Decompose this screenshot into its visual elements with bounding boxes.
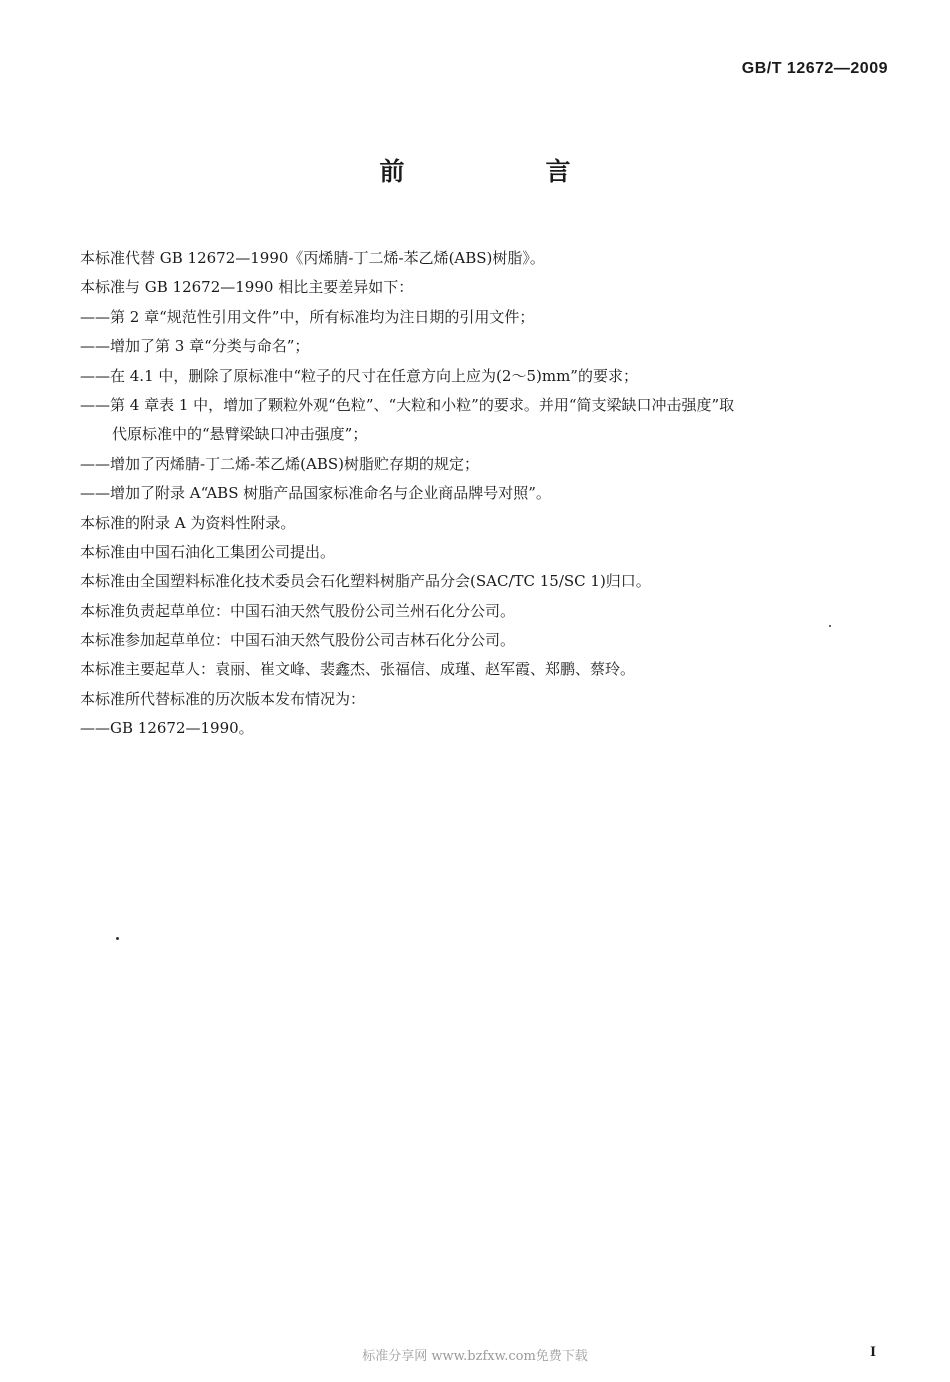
scan-speck: [829, 625, 831, 627]
preface-body: [80, 244, 890, 744]
difference-item-continuation: 代原标准中的“悬臂梁缺口冲击强度”；: [112, 425, 368, 444]
paragraph-drafters: 本标准主要起草人：袁丽、崔文峰、裴鑫杰、张福信、成瑾、赵军霞、郑鹏、蔡玲。: [80, 660, 636, 679]
footer-watermark: 标准分享网 www.bzfxw.com免费下载: [362, 1349, 588, 1364]
paragraph-differences-intro: 本标准与 GB 12672—1990 相比主要差异如下：: [80, 278, 414, 297]
difference-item: ——增加了附录 A“ABS 树脂产品国家标准命名与企业商品牌号对照”。: [80, 484, 551, 503]
paragraph-proposer: 本标准由中国石油化工集团公司提出。: [80, 542, 336, 561]
difference-item: ——第 2 章“规范性引用文件”中，所有标准均为注日期的引用文件；: [80, 307, 535, 326]
difference-item: ——在 4.1 中，删除了原标准中“粒子的尺寸在任意方向上应为(2～5)mm”的要求；: [80, 366, 638, 385]
difference-item: ——增加了第 3 章“分类与命名”；: [80, 337, 310, 356]
difference-item: ——第 4 章表 1 中，增加了颗粒外观“色粒”、“大粒和小粒”的要求。并用“简支梁缺口冲击强度”取: [80, 395, 735, 414]
paragraph-replaces: 本标准代替 GB 12672—1990《丙烯腈-丁二烯-苯乙烯(ABS)树脂》。: [80, 249, 545, 267]
page-number: I: [870, 1344, 876, 1360]
paragraph-participating-unit: 本标准参加起草单位：中国石油天然气股份公司吉林石化分公司。: [80, 631, 516, 650]
difference-item: ——增加了丙烯腈-丁二烯-苯乙烯(ABS)树脂贮存期的规定；: [80, 454, 479, 473]
history-item: ——GB 12672—1990。: [80, 719, 254, 738]
standard-number: GB/T 12672—2009: [741, 60, 888, 77]
scan-speck: [116, 937, 119, 940]
paragraph-history-intro: 本标准所代替标准的历次版本发布情况为：: [80, 689, 366, 708]
page-title: 前 言: [379, 157, 629, 186]
paragraph-committee: 本标准由全国塑料标准化技术委员会石化塑料树脂产品分会(SAC/TC 15/SC 1)归口。: [80, 572, 651, 591]
paragraph-drafting-unit: 本标准负责起草单位：中国石油天然气股份公司兰州石化分公司。: [80, 601, 516, 620]
paragraph-annex: 本标准的附录 A 为资料性附录。: [80, 513, 296, 532]
